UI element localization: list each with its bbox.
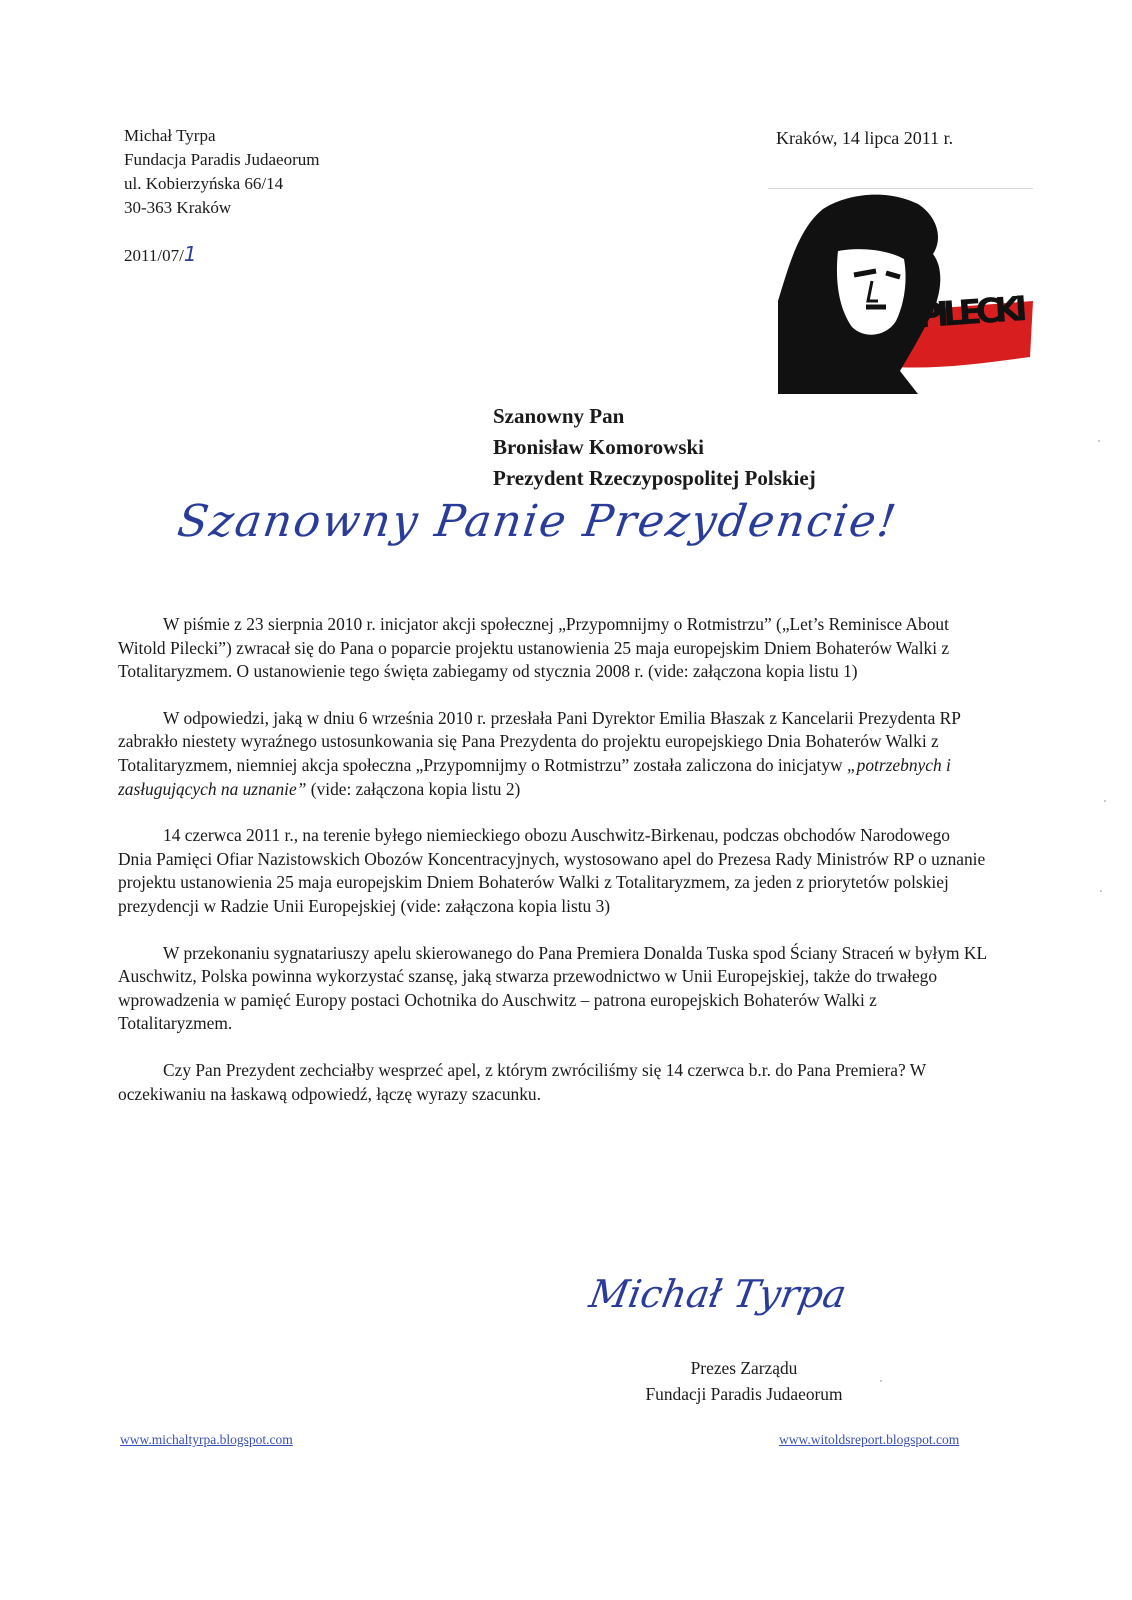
closing-position: Prezes Zarządu	[690, 1358, 798, 1378]
pilecki-poster-image	[768, 188, 1033, 399]
sender-postal-city: 30-363 Kraków	[124, 198, 232, 217]
scan-speck	[1098, 440, 1100, 442]
paragraph-2-end: (vide: załączona kopia listu 2)	[310, 778, 521, 799]
scan-speck	[880, 1380, 882, 1382]
sender-name: Michał Tyrpa	[124, 126, 216, 145]
paragraph-3: 14 czerwca 2011 r., na terenie byłego niemieckiego obozu Auschwitz-Birkenau, podczas obchodów Narodowego Dnia Pamięci Ofiar Nazistowskich Obozów Koncentracyjnych, wystosowano apel do Prezesa Rady Ministrów RP o uznanie projektu ustanowienia 25 maja europejskim Dniem Bohaterów Walki z Totalitaryzmem, za jeden z priorytetów polskiej prezydencji w Radzie Unii Europejskiej (vide: załączona kopia listu 3)	[118, 825, 986, 916]
scan-speck	[1100, 890, 1102, 892]
reference-printed: 2011/07/	[124, 246, 184, 265]
scan-speck	[1104, 800, 1106, 802]
handwritten-signature: Michał Tyrpa	[586, 1272, 850, 1316]
sender-block	[124, 124, 319, 220]
paragraph-2-quote: „potrzebnych i zasługujących na uznanie”	[118, 754, 951, 799]
closing-block	[594, 1355, 894, 1407]
addressee-title: Prezydent Rzeczypospolitej Polskiej	[493, 466, 816, 490]
paragraph-1: W piśmie z 23 sierpnia 2010 r. inicjator akcji społecznej „Przypomnijmy o Rotmistrzu” („Let’s Reminisce About Witold Pilecki”) zwracał się do Pana o poparcie projektu ustanowienia 25 maja europejskim Dniem Bohaterów Walki z Totalitaryzmem. O ustanowienie tego święta zabiegamy od stycznia 2008 r. (vide: załączona kopia listu 1)	[118, 614, 950, 682]
closing-organization: Fundacji Paradis Judaeorum	[645, 1384, 843, 1404]
footer-link-michaltyrpa[interactable]: www.michaltyrpa.blogspot.com	[120, 1432, 293, 1447]
paragraph-2-start: W odpowiedzi, jaką w dniu 6 września 2010 r. przesłała Pani Dyrektor Emilia Błaszak z Kancelarii Prezydenta RP zabrakło niestety wyraźnego ustosunkowania się Pana Prezydenta do projektu europejskiego Dnia Bohaterów Walki z Totalitaryzmem, niemniej akcja społeczna „Przypomnijmy o Rotmistrzu” została zaliczona do inicjatyw	[118, 707, 961, 775]
paragraph-5: Czy Pan Prezydent zechciałby wesprzeć apel, z którym zwróciliśmy się 14 czerwca b.r. do Pana Premiera? W oczekiwaniu na łaskawą odpowiedź, łączę wyrazy szacunku.	[118, 1059, 926, 1104]
letter-date: Kraków, 14 lipca 2011 r.	[776, 128, 954, 148]
poster-lettering: PILECKI	[916, 288, 1029, 337]
addressee-salutation: Szanowny Pan	[493, 404, 625, 428]
paragraph-4: W przekonaniu sygnatariuszy apelu skierowanego do Pana Premiera Donalda Tuska spod Ściany Straceń w byłym KL Auschwitz, Polska powinna wykorzystać szansę, jaką stwarza przewodnictwo w Unii Europejskiej, także do trwałego wprowadzenia w pamięć Europy postaci Ochotnika do Auschwitz – patrona europejskich Bohaterów Walki z Totalitaryzmem.	[118, 942, 987, 1034]
letter-body	[118, 613, 988, 1129]
sender-street: ul. Kobierzyńska 66/14	[124, 174, 284, 193]
handwritten-greeting: Szanowny Panie Prezydencie!	[174, 496, 901, 547]
sender-organization: Fundacja Paradis Judaeorum	[124, 150, 320, 169]
footer-link-witoldsreport[interactable]: www.witoldsreport.blogspot.com	[779, 1432, 960, 1447]
reference-handwritten: 1	[183, 242, 197, 266]
paragraph-2	[118, 707, 988, 801]
addressee-name: Bronisław Komorowski	[493, 435, 705, 459]
reference-number	[124, 242, 197, 266]
addressee-block	[493, 401, 816, 494]
